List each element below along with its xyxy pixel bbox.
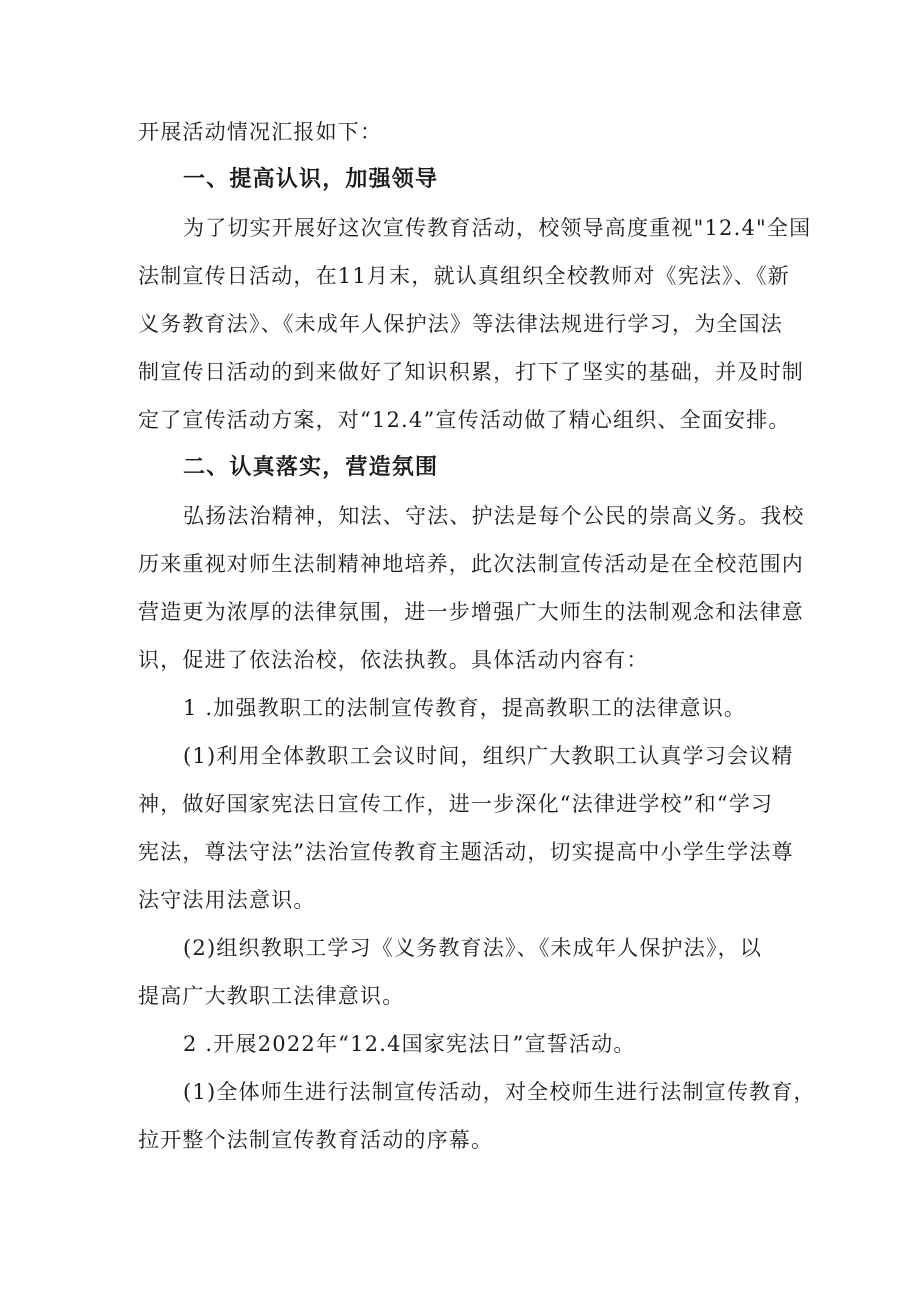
list-item-2: 2 .开展2022年“12.4国家宪法日”宣誓活动。 bbox=[183, 1032, 636, 1056]
paragraph-line: 提高广大教职工法律意识。 bbox=[138, 984, 405, 1008]
section-heading-2: 二、认真落实，营造氛围 bbox=[183, 455, 439, 480]
paragraph-line: 为了切实开展好这次宣传教育活动，校领导高度重视"12.4"全国 bbox=[183, 216, 812, 240]
paragraph-line: 神，做好国家宪法日宣传工作，进一步深化“法律进学校”和“学习 bbox=[138, 792, 774, 816]
section-heading-1: 一、提高认识，加强领导 bbox=[183, 167, 439, 192]
sub-item-1-1: (1)利用全体教职工会议时间，组织广大教职工认真学习会议精 bbox=[183, 744, 794, 768]
paragraph-line: 拉开整个法制宣传教育活动的序幕。 bbox=[138, 1128, 494, 1152]
paragraph-line: 制宣传日活动的到来做好了知识积累，打下了坚实的基础，并及时制 bbox=[138, 360, 804, 384]
sub-item-2-1: (1)全体师生进行法制宣传活动，对全校师生进行法制宣传教育， bbox=[183, 1080, 816, 1104]
paragraph-line: 定了宣传活动方案，对“12.4”宣传活动做了精心组织、全面安排。 bbox=[138, 408, 791, 432]
paragraph-line: 营造更为浓厚的法律氛围，进一步增强广大师生的法制观念和法律意 bbox=[138, 600, 804, 624]
intro-line: 开展活动情况汇报如下： bbox=[138, 120, 383, 144]
paragraph-line: 宪法，尊法守法”法治宣传教育主题活动，切实提高中小学生学法尊 bbox=[138, 840, 794, 864]
paragraph-line: 识，促进了依法治校，依法执教。具体活动内容有： bbox=[138, 648, 649, 672]
paragraph-line: 历来重视对师生法制精神地培养，此次法制宣传活动是在全校范围内 bbox=[138, 552, 804, 576]
sub-item-1-2: (2)组织教职工学习《义务教育法》、《未成年人保护法》，以 bbox=[183, 936, 763, 960]
paragraph-line: 弘扬法治精神，知法、守法、护法是每个公民的崇高义务。我校 bbox=[183, 504, 805, 528]
paragraph-line: 法守法用法意识。 bbox=[138, 888, 316, 912]
paragraph-line: 义务教育法》、《未成年人保护法》等法律法规进行学习，为全国法 bbox=[138, 312, 783, 336]
list-item-1: 1 .加强教职工的法制宣传教育，提高教职工的法律意识。 bbox=[183, 696, 747, 720]
paragraph-line: 法制宣传日活动，在11月末，就认真组织全校教师对《宪法》、《新 bbox=[138, 264, 790, 288]
